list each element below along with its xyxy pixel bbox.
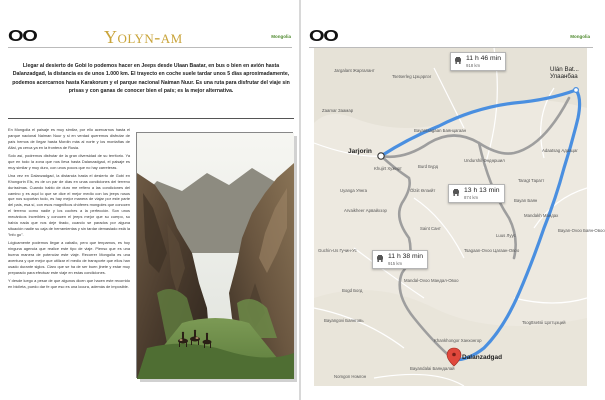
map-place-label: Bayan Баян	[514, 198, 538, 203]
article-title: Yolyn-am	[104, 27, 183, 47]
map-place-label: Tsagaan-Ovoo Цагаан-Овоо	[464, 248, 520, 253]
route-option-2[interactable]	[448, 184, 505, 203]
map-place-label: Tsetserleg Цэцэрлэг	[392, 74, 432, 79]
map-place-label: Bayandalai Баяндалай	[410, 366, 455, 371]
car-icon	[454, 56, 462, 65]
canyon-horse-riders-photo	[136, 132, 293, 378]
map-place-label: Bayantsagaan Баянцагаан	[414, 128, 467, 133]
section-tag: Mongolia	[271, 34, 291, 39]
map-place-label: Khankhongor Ханхонгор	[434, 338, 482, 343]
route-distance: 874 km	[464, 195, 479, 200]
map-place-label: Undurshil Өндөршил	[464, 158, 505, 163]
map-city-start: Jarjorin	[348, 148, 372, 155]
map-place-label: Khujirt Хужирт	[374, 166, 402, 171]
map-place-label: Tsogttsetsii Цогтцэций	[522, 320, 566, 325]
map-place-label: Ölziit Өлзийт	[410, 188, 436, 193]
route-time: 11 h 38 min	[388, 253, 424, 260]
body-paragraph: Y desde luego a pesar de que algunos dicen que hacen este recorrido en bicileta, puedo dar fe que eso es una locura, además de imposible.	[8, 277, 130, 289]
magazine-logo: OO	[309, 28, 338, 45]
map-place-label: Zaamar Заамар	[322, 108, 354, 113]
body-paragraph: Lógicamente podemos llegar a caballo, pero que tenpamos, es hoy ninguna agencia que realice este tipo de viaje. Pienso que es una buena manera de potenciar este viaje. Recorrer Mongolia es una aventura y que mejor que utilizar el medio de transporte que ellos han usado durante siglos. Claro que se ha de ser buen jinete y estar muy preparado para efectuar este viaje en estas condiciones.	[8, 240, 130, 275]
body-paragraph: Una vez en Dalanzadgad, la distancia hasta el desierto de Gobi en Khongorin Els, es de un par de días en unas condiciones del terreno duríssimas. Cuando hablo de duro me refiero a las condiciones del camino y es aquí lo que se dice el mejor medio con los jeeps rusos que nos soportan todo, es hay mejor manera de viajar por este parte del país, esa sí, con esos magníficos chóferes mongoles que conocen el terreno como nadie y los coches a la perfección. Son unos mecánicos increíbles y conocen el jeeps mejor que su cuerpo, su había nada que nos deje tirado, cuando se parados por alguna situación nadie su caja de herramientas y sin tardar demasiado está la "info go".	[8, 172, 130, 238]
map-place-label: Nomgon Номгон	[334, 374, 367, 379]
body-paragraph: En Mongolia el paisaje es muy similar, por ello acercarnos hasta el parque nacional Naiman Nuur y si en verdad queremos disfrutar de país hemos de llegar hasta Mordin más al norte y los montañas de Altai, ya cerca ya en la frontera de Rusia.	[8, 127, 130, 150]
article-body	[8, 127, 130, 292]
car-icon	[452, 188, 460, 197]
left-page-header	[0, 0, 299, 46]
map-city-destination: Dalanzadgad	[462, 354, 503, 361]
map-place-label: Adaatsag Адаацаг	[542, 148, 578, 153]
intro-divider	[8, 118, 294, 119]
route-option-3[interactable]	[372, 250, 428, 269]
article-intro: Llegar al desierto de Gobi lo podemos hacer en Jeeps desde Ulaan Baatar, en bus o bien en avión hasta Dalanzadgad, la distancia es de unos 1.000 km. El trayecto en coche suele tardar unos 5 días aproximadamente, podemos acercarnos hasta Karakorum y el parque nacional Naiman Nuur. Es una ruta para disfrutar del viaje sin prisas y con ganas de conocer bien el país; es la mejor alternativa.	[12, 63, 290, 94]
right-page	[301, 0, 605, 400]
map-city-capital: Ulán Bat... Улаанбаа	[550, 66, 579, 80]
route-distance: 915 km	[388, 261, 403, 266]
left-page	[0, 0, 299, 400]
car-icon	[376, 254, 384, 263]
map-place-label: Mandal-Ovoo Мандал-Овоо	[404, 278, 459, 283]
map-place-label: Burd Бүрд	[418, 164, 439, 169]
map-place-label: Bayangovi Баянговь	[324, 318, 364, 323]
canyon-photo-frame	[136, 132, 297, 384]
route-time: 13 h 13 min	[464, 187, 500, 194]
header-rule	[8, 47, 292, 48]
magazine-logo: OO	[8, 28, 37, 45]
route-distance: 918 km	[466, 63, 481, 68]
body-paragraph: Solo así, podremos disfrutar de la gran diversidad de su territorio. Ya que en todo la zona que nos lleva hasta Dalanzadgad, el paisaje es muy similar y muy duro, con unos pocos que no hay carreteras.	[8, 152, 130, 170]
map-place-label: Mandakh Мандах	[524, 213, 559, 218]
map-place-label: Bayan-Ovoo Баян-Овоо	[558, 228, 605, 233]
map-place-label: Taragt Тарагт	[518, 178, 545, 183]
section-tag: Mongolia	[570, 34, 590, 39]
map-place-label: Arvaikheer Арвайхээр	[344, 208, 387, 213]
map-place-label: Jargalant Жаргалант	[334, 68, 375, 73]
route-option-1[interactable]	[450, 52, 506, 71]
start-marker	[378, 153, 384, 159]
route-time: 11 h 46 min	[466, 55, 502, 62]
map-place-label: Guchin-Us Гучин-Ус	[318, 248, 357, 253]
map-place-label: Uyanga Уянга	[340, 188, 368, 193]
map-place-label: Bogd Богд	[342, 288, 363, 293]
map-place-label: Saint Сант	[420, 226, 441, 231]
map-place-label: Luus Луус	[496, 233, 516, 238]
route-map	[314, 48, 605, 386]
